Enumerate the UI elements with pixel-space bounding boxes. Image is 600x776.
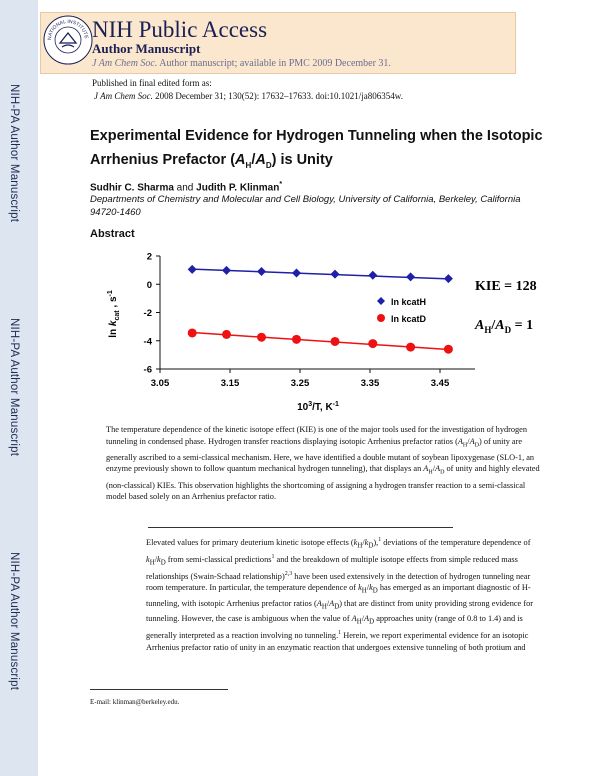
data-point-kcatD	[188, 328, 197, 337]
data-point-kcatD	[368, 339, 377, 348]
data-point-kcatD	[331, 337, 340, 346]
footnote-email: E-mail: klinman@berkeley.edu.	[90, 698, 180, 706]
x-tick-label: 3.45	[430, 378, 450, 389]
x-tick-label: 3.25	[290, 378, 310, 389]
data-point-kcatH	[292, 268, 301, 277]
y-ticks	[144, 252, 160, 376]
data-point-kcatH	[222, 266, 231, 275]
legend-label-kcatH: ln kcatH	[391, 297, 427, 307]
manuscript-sidebar	[0, 0, 38, 776]
data-point-kcatD	[444, 345, 453, 354]
data-point-kcatD	[292, 335, 301, 344]
legend-marker-kcatH	[377, 297, 385, 305]
body-paragraph: Elevated values for primary deuterium kinetic isotope effects $(k_H/k_D),^1$ deviations of the temperature dependence of $k_H/k_D$ from semi-classical predictions$^1$ and the breakdown of multiple isotope effects from simple reduced mass relationships (Swain-Schaad relationship)$^{2,3}$ have been used extensively in the detection of hydrogen tunneling near room temperature. In particular, the temperature dependence of $k_H/k_D$ has emerged as an important diagnostic of H-tunneling, with isotopic Arrhenius prefactor ratios $(A_H/A_D)$ that are distinct from unity providing strong evidence for tunneling. However, the case is ambiguous when the value of $A_H/A_D$ approaches unity (range of 0.8 to 1.4) and is generally interpreted as a reaction involving no tunneling.$^1$ Herein, we report experimental evidence for an isotopic Arrhenius prefactor ratio of unity in an enzymatic reaction that undergoes extensive tunneling of both protium and	[146, 537, 533, 652]
section-divider	[148, 527, 453, 528]
banner-title: NIH Public Access	[92, 17, 268, 42]
affiliation: Departments of Chemistry and Molecular and Cell Biology, University of California, Berkeley, California 94720-1460	[90, 194, 521, 218]
sidebar-label-bottom: NIH-PA Author Manuscript	[8, 552, 20, 691]
legend	[377, 297, 427, 324]
prefactor-ratio-annotation: $A_H/A_D = 1$	[475, 318, 534, 335]
sidebar-label-middle: NIH-PA Author Manuscript	[8, 318, 20, 457]
data-point-kcatD	[257, 333, 266, 342]
data-point-kcatH	[257, 267, 266, 276]
legend-label-kcatD: ln kcatD	[391, 314, 427, 324]
y-tick-label: -2	[143, 308, 152, 319]
legend-marker-kcatD	[377, 314, 385, 322]
publication-line: Published in final edited form as:	[92, 78, 212, 88]
y-tick-label: 0	[146, 279, 152, 291]
series-layer	[188, 265, 453, 354]
kie-annotation: KIE = 128	[475, 279, 537, 294]
y-axis-label: $\ln k_{cat}$ , $s^{-1}$	[107, 290, 121, 338]
author-klinman: Judith P. Klinman	[196, 182, 280, 194]
sidebar-label-top: NIH-PA Author Manuscript	[8, 84, 20, 223]
publication-info	[92, 77, 403, 103]
x-tick-label: 3.15	[220, 378, 240, 389]
data-point-kcatH	[406, 272, 415, 281]
reference-1b[interactable]: 1	[271, 554, 275, 561]
reference-1c[interactable]: 1	[338, 630, 342, 637]
y-tick-label: 2	[146, 251, 152, 263]
nih-seal-logo	[43, 14, 93, 66]
abstract-paragraph: The temperature dependence of the kinetic isotope effect (KIE) is one of the major tools used for the investigation of hydrogen tunneling in condensed phase. Hydrogen transfer reactions displaying isotopic Arrhenius prefactor ratios $(A_H/A_D)$ of unity are generally ascribed to a semi-classical mechanism. Here, we have identified a double mutant of soybean lipoxygenase (SLO-1, an enzyme previously shown to follow quantum mechanical hydrogen tunneling), that displays an $A_H/A_D$ of unity and highly elevated (non-classical) KIEs. This observation highlights the shortcoming of assigning a hydrogen transfer reaction to a semi-classical model based solely on an Arrhenius prefactor ratio.	[106, 425, 540, 502]
author-list: Sudhir C. Sharma and Judith P. Klinman*	[90, 181, 283, 194]
data-point-kcatH	[368, 271, 377, 280]
footnote-divider	[90, 689, 228, 690]
x-tick-label: 3.35	[360, 378, 380, 389]
plot-frame	[160, 256, 475, 369]
article-title: Experimental Evidence for Hydrogen Tunneling when the Isotopic Arrhenius Prefactor $(A_H/A_D)$ is Unity	[90, 128, 543, 170]
data-point-kcatH	[444, 274, 453, 283]
data-point-kcatH	[188, 265, 197, 274]
reference-2-3[interactable]: 2,3	[284, 571, 293, 578]
x-ticks	[151, 369, 450, 389]
data-point-kcatD	[222, 330, 231, 339]
x-axis-label: $10^3/T$, $K^{-1}$	[297, 401, 339, 413]
banner-availability-note: J Am Chem Soc. Author manuscript; available in PMC 2009 December 31.	[92, 58, 391, 69]
y-tick-label: -6	[143, 364, 152, 376]
data-point-kcatD	[406, 343, 415, 352]
banner-subtitle: Author Manuscript	[92, 41, 201, 56]
abstract-heading: Abstract	[90, 228, 135, 240]
data-point-kcatH	[331, 270, 340, 279]
y-tick-label: -4	[143, 336, 152, 348]
nih-seal-text: NATIONAL INSTITUTE	[46, 18, 89, 41]
citation-line: J Am Chem Soc. 2008 December 31; 130(52): 17632–17633. doi:10.1021/ja806354w.	[94, 91, 403, 101]
reference-1[interactable]: 1	[378, 537, 382, 543]
x-tick-label: 3.05	[150, 378, 170, 389]
arrhenius-chart	[100, 244, 560, 420]
author-sharma: Sudhir C. Sharma	[90, 182, 174, 194]
